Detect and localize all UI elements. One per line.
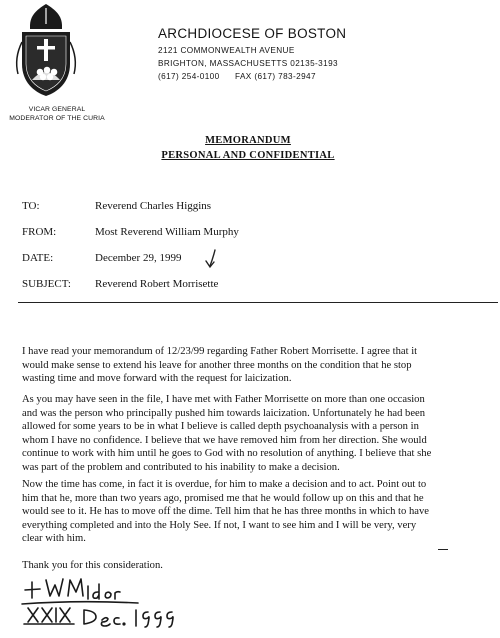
body-line: everything completed and into the Holy See. If not, I want to see him and I will be very, very [22, 519, 417, 531]
from-value: Most Reverend William Murphy [95, 226, 239, 238]
body-line: would make sense to extend his leave for another three months on the condition that he stop [22, 359, 412, 371]
address-line-2: BRIGHTON, MASSACHUSETTS 02135-3193 [158, 59, 338, 68]
handwritten-signature [18, 566, 198, 634]
to-value: Reverend Charles Higgins [95, 200, 212, 212]
date-value: December 29, 1999 [95, 252, 182, 264]
body-line: and was the person who principally pushed him towards laicization. Unfortunately he had been [22, 407, 426, 419]
subject-value: Reverend Robert Morrisette [95, 278, 219, 290]
crest-caption [2, 106, 112, 123]
body-line: continue to work with him until he goes to God with no resolution of anything. I believe that she [22, 448, 432, 459]
handwritten-check-mark-icon [201, 248, 223, 272]
subject-label: SUBJECT: [22, 278, 71, 290]
body-paragraph-2 [22, 393, 480, 474]
body-line: whom I have no confidence. I believe that we have removed him from her direction. She would [22, 434, 427, 446]
body-line: allowed for some years to be in what I believe is called depth psychoanalysis with a person in [22, 421, 419, 432]
memo-subtitle: PERSONAL AND CONFIDENTIAL [161, 150, 335, 161]
closing-line: Thank you for this consideration. [22, 560, 163, 571]
phone-number: (617) 254-0100 [158, 72, 220, 81]
margin-mark [438, 549, 448, 550]
org-name: ARCHDIOCESE OF BOSTON [158, 26, 347, 41]
to-label: TO: [22, 200, 40, 212]
crest-caption-line-1: VICAR GENERAL [28, 106, 86, 113]
archdiocese-crest-icon [12, 2, 80, 98]
address-line-1: 2121 COMMONWEALTH AVENUE [158, 46, 295, 55]
memo-title: MEMORANDUM [205, 135, 291, 146]
crest-caption-line-2: MODERATOR OF THE CURIA [9, 114, 105, 122]
body-line: him that he, more than two years ago, promised me that he would follow up on this and that he [22, 492, 424, 504]
body-line: wasting time and move forward with the request for laicization. [22, 373, 292, 384]
from-label: FROM: [22, 226, 57, 238]
body-line: As you may have seen in the file, I have met with Father Morrisette on more than one occasion [22, 394, 425, 405]
fax-number: FAX (617) 783-2947 [235, 72, 316, 81]
body-line: clear with him. [22, 533, 86, 544]
body-paragraph-3 [22, 478, 480, 546]
body-paragraph-1 [22, 345, 480, 386]
body-line: would see to it. He has to move off the dime. Tell him that he has three months in which to have [22, 506, 429, 517]
body-line: Now the time has come, in fact it is overdue, for him to make a decision and to act. Point out to [22, 479, 427, 490]
header-divider [18, 302, 498, 303]
date-label: DATE: [22, 252, 54, 264]
body-line: I have read your memorandum of 12/23/99 regarding Father Robert Morrisette. I agree that it [22, 346, 418, 357]
body-line: was part of the problem and contributed to his inability to make a decision. [22, 461, 340, 473]
